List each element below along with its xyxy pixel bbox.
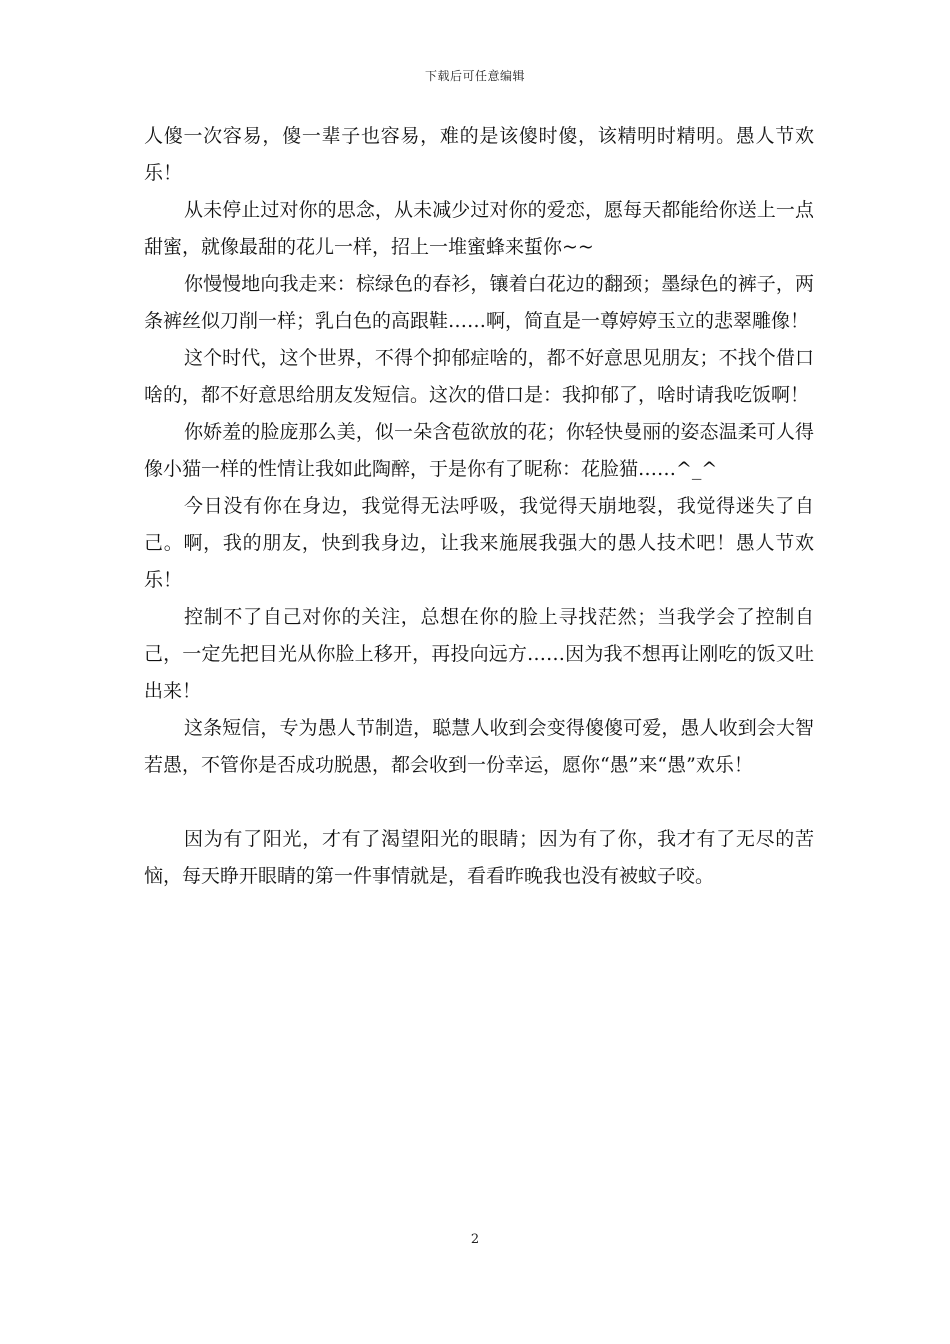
paragraph: 这个时代，这个世界，不得个抑郁症啥的，都不好意思见朋友；不找个借口啥的，都不好意思给朋友发短信。这次的借口是：我抑郁了，啥时请我吃饭啊！ [144, 347, 814, 406]
paragraph: 今日没有你在身边，我觉得无法呼吸，我觉得天崩地裂，我觉得迷失了自己。啊，我的朋友，快到我身边，让我来施展我强大的愚人技术吧！愚人节欢乐！ [144, 495, 814, 591]
paragraph: 这条短信，专为愚人节制造，聪慧人收到会变得傻傻可爱，愚人收到会大智若愚，不管你是否成功脱愚，都会收到一份幸运，愿你“愚”来“愚”欢乐！ [144, 717, 814, 776]
page-number: 2 [470, 1232, 480, 1247]
document-body [144, 118, 814, 895]
paragraph: 因为有了阳光，才有了渴望阳光的眼睛；因为有了你，我才有了无尽的苦恼，每天睁开眼睛的第一件事情就是，看看昨晚我也没有被蚊子咬。 [144, 828, 814, 887]
paragraph-spacer [144, 784, 814, 821]
paragraph: 你慢慢地向我走来：棕绿色的春衫，镶着白花边的翻颈；墨绿色的裤子，两条裤丝似刀削一样；乳白色的高跟鞋……啊，简直是一尊婷婷玉立的悲翠雕像！ [144, 273, 814, 332]
page-header: 下载后可任意编辑 [424, 69, 525, 83]
paragraph: 你娇羞的脸庞那么美，似一朵含苞欲放的花；你轻快曼丽的姿态温柔可人得像小猫一样的性情让我如此陶醉，于是你有了昵称：花脸猫……^_^ [144, 421, 814, 480]
paragraph: 人傻一次容易，傻一辈子也容易，难的是该傻时傻，该精明时精明。愚人节欢乐！ [144, 125, 814, 184]
paragraph: 从未停止过对你的思念，从未减少过对你的爱恋，愿每天都能给你送上一点甜蜜，就像最甜的花儿一样，招上一堆蜜蜂来蜇你~~ [144, 199, 814, 258]
paragraph: 控制不了自己对你的关注，总想在你的脸上寻找茫然；当我学会了控制自己，一定先把目光从你脸上移开，再投向远方……因为我不想再让刚吃的饭又吐出来！ [144, 606, 814, 702]
